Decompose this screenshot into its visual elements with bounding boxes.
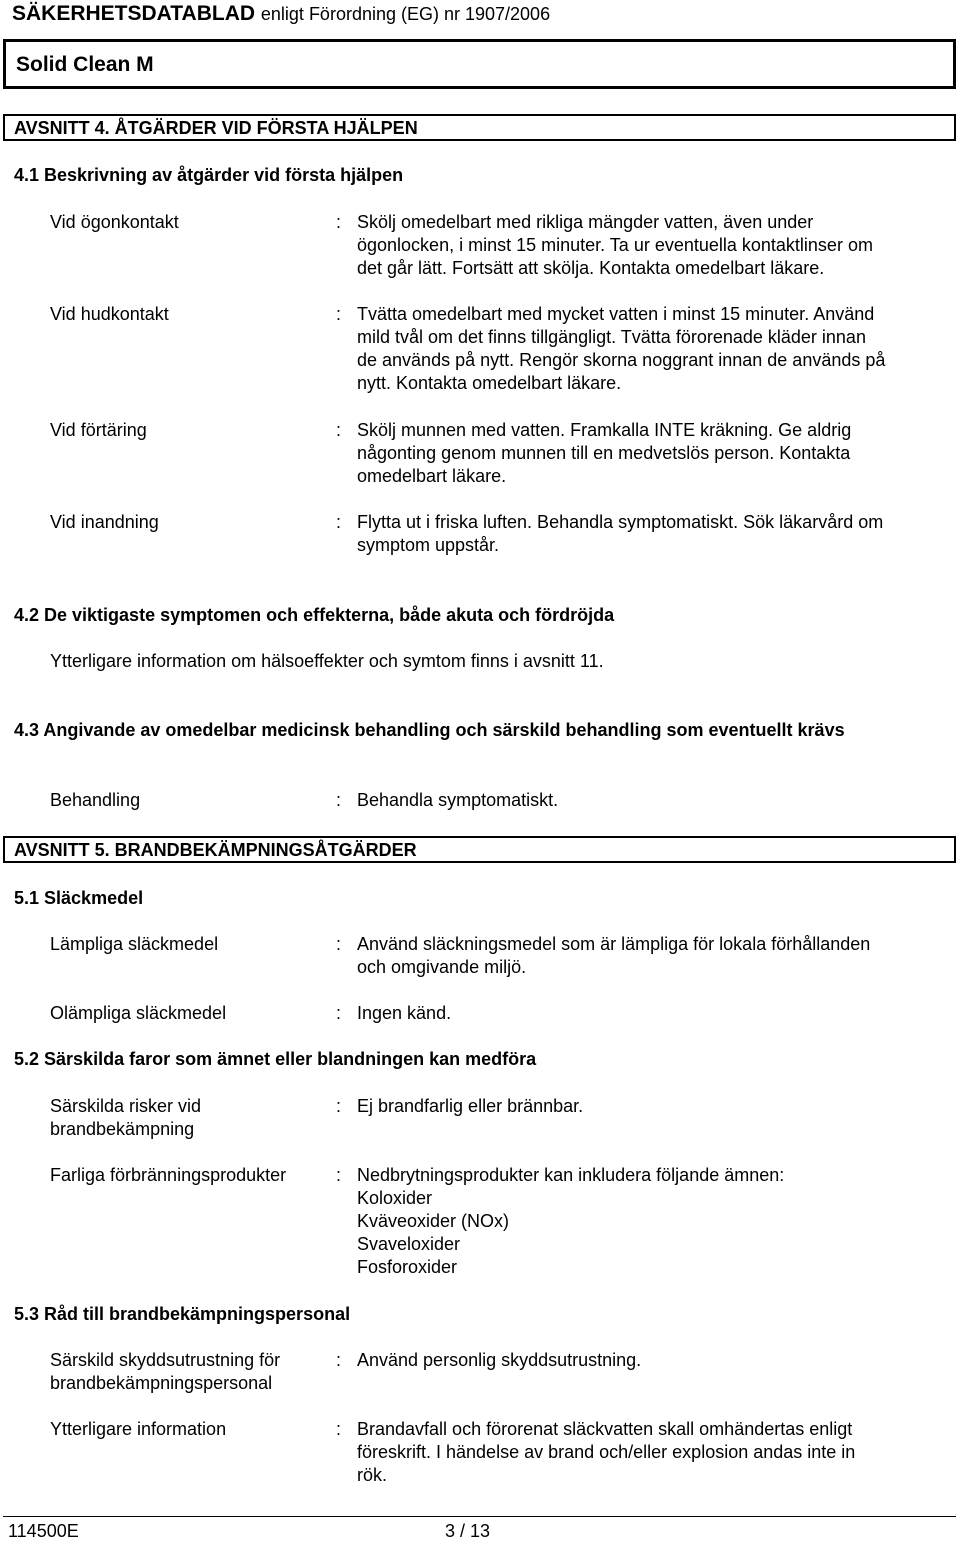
document-code: 114500E (8, 1521, 79, 1541)
section-4-heading: AVSNITT 4. ÅTGÄRDER VID FÖRSTA HJÄLPEN (14, 118, 418, 138)
row-label: Vid ögonkontakt (50, 212, 179, 232)
section-4-heading-box (3, 114, 956, 141)
value-line: rök. (357, 1465, 388, 1485)
row-value (357, 1349, 952, 1372)
value-line: föreskrift. I händelse av brand och/eller explosion andas inte in (357, 1442, 856, 1462)
row-colon: : (336, 934, 342, 954)
row-label: Olämpliga släckmedel (50, 1003, 227, 1023)
row-value (357, 789, 952, 812)
section-5-heading: AVSNITT 5. BRANDBEKÄMPNINGSÅTGÄRDER (14, 840, 417, 860)
document-type: SÄKERHETSDATABLAD (12, 2, 256, 25)
row-label: Ytterligare information (50, 1419, 227, 1439)
value-line: Tvätta omedelbart med mycket vatten i minst 15 minuter. Använd (357, 304, 875, 324)
value-line: Koloxider (357, 1188, 433, 1208)
value-line: och omgivande miljö. (357, 957, 527, 977)
product-name-box (3, 39, 956, 89)
subsection-5-1-title: 5.1 Släckmedel (14, 888, 144, 908)
value-line: Fosforoxider (357, 1257, 458, 1277)
row-value (357, 1418, 952, 1487)
subsection-4-1-title: 4.1 Beskrivning av åtgärder vid första hjälpen (14, 165, 404, 185)
row-value (357, 1095, 952, 1118)
section-5-heading-box (3, 836, 956, 863)
value-line: mild tvål om det finns tillgängligt. Tvätta förorenade kläder innan (357, 327, 866, 347)
value-line: Skölj munnen med vatten. Framkalla INTE kräkning. Ge aldrig (357, 420, 852, 440)
row-label: Lämpliga släckmedel (50, 934, 219, 954)
row-value (357, 303, 952, 395)
footer-divider (3, 1516, 956, 1517)
subsection-4-2-title: 4.2 De viktigaste symptomen och effekterna, både akuta och fördröjda (14, 605, 615, 625)
row-value (357, 211, 952, 280)
row-label: Behandling (50, 790, 141, 810)
row-label: Vid förtäring (50, 420, 147, 440)
row-colon: : (336, 212, 342, 232)
value-line: Svaveloxider (357, 1234, 461, 1254)
value-line: ögonlocken, i minst 15 minuter. Ta ur eventuella kontaktlinser om (357, 235, 873, 255)
row-colon: : (336, 512, 342, 532)
value-line: Ej brandfarlig eller brännbar. (357, 1096, 584, 1116)
value-line: Använd släckningsmedel som är lämpliga för lokala förhållanden (357, 934, 871, 954)
row-value (357, 419, 952, 488)
row-colon: : (336, 1419, 342, 1439)
value-line: Brandavfall och förorenat släckvatten skall omhändertas enligt (357, 1419, 853, 1439)
row-colon: : (336, 420, 342, 440)
value-line: Ingen känd. (357, 1003, 452, 1023)
subsection-5-3-title: 5.3 Råd till brandbekämpningspersonal (14, 1304, 351, 1324)
document-title (12, 2, 550, 26)
value-line: Kväveoxider (NOx) (357, 1211, 510, 1231)
row-label: Särskilda risker vid brandbekämpning (50, 1096, 202, 1139)
row-colon: : (336, 1165, 342, 1185)
value-line: Flytta ut i friska luften. Behandla symptomatiskt. Sök läkarvård om (357, 512, 884, 532)
subsection-4-3-title: 4.3 Angivande av omedelbar medicinsk behandling och särskild behandling som eventuellt krävs (14, 720, 845, 740)
row-label: Vid hudkontakt (50, 304, 169, 324)
row-colon: : (336, 790, 342, 810)
value-line: omedelbart läkare. (357, 466, 507, 486)
value-line: Behandla symptomatiskt. (357, 790, 559, 810)
value-line: någonting genom munnen till en medvetslös person. Kontakta (357, 443, 851, 463)
row-colon: : (336, 1003, 342, 1023)
row-value (357, 933, 952, 979)
row-colon: : (336, 1350, 342, 1370)
row-value (357, 511, 952, 557)
regulation-text: enligt Förordning (EG) nr 1907/2006 (260, 4, 551, 24)
value-line: nytt. Kontakta omedelbart läkare. (357, 373, 622, 393)
subsection-5-2-title: 5.2 Särskilda faror som ämnet eller blandningen kan medföra (14, 1049, 537, 1069)
value-line: Skölj omedelbart med rikliga mängder vatten, även under (357, 212, 814, 232)
value-line: det går lätt. Fortsätt att skölja. Kontakta omedelbart läkare. (357, 258, 825, 278)
row-colon: : (336, 304, 342, 324)
row-label: Särskild skyddsutrustning för brandbekämpningspersonal (50, 1350, 281, 1393)
row-label: Vid inandning (50, 512, 159, 532)
row-label: Farliga förbränningsprodukter (50, 1165, 287, 1185)
value-line: Använd personlig skyddsutrustning. (357, 1350, 642, 1370)
row-colon: : (336, 1096, 342, 1116)
row-value (357, 1002, 952, 1025)
page-number: 3 / 13 (445, 1521, 491, 1541)
product-name: Solid Clean M (16, 53, 154, 76)
value-line: de används på nytt. Rengör skorna noggrant innan de används på (357, 350, 886, 370)
subsection-4-2-note: Ytterligare information om hälsoeffekter och symtom finns i avsnitt 11. (50, 651, 604, 671)
row-value (357, 1164, 952, 1279)
value-line: Nedbrytningsprodukter kan inkludera följande ämnen: (357, 1165, 785, 1185)
value-line: symptom uppstår. (357, 535, 500, 555)
